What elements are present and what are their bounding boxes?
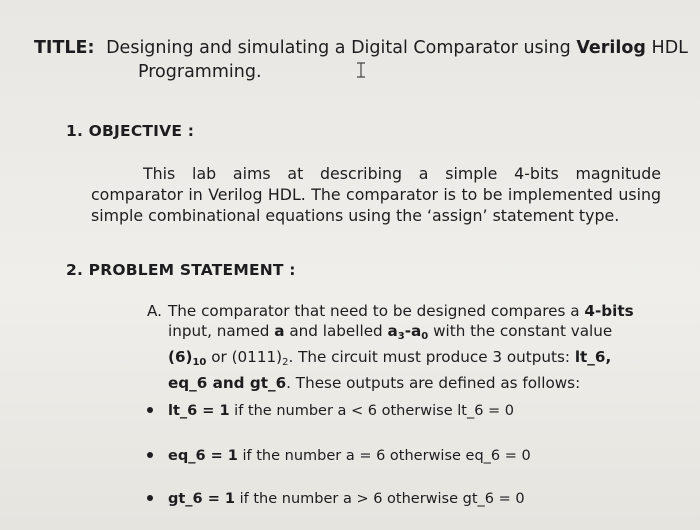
bold-run: - [404,322,412,340]
bold-run: (6) [168,348,193,366]
bullet-gt6 [147,489,525,509]
bullet-text: if the number a < 6 otherwise lt_6 = 0 [229,403,515,419]
bullet-lt6 [147,401,514,421]
list-marker-a: A. [147,302,162,320]
text-run: The comparator that need to be designed compares a [168,302,585,320]
subscript: 3 [397,331,405,342]
subscript: 2 [282,357,289,368]
bold-run: a [387,322,398,340]
bullet-dot [147,495,153,501]
subscript: 10 [192,357,207,368]
title-text-suffix: HDL [651,38,688,58]
bold-run: a [411,322,422,340]
list-item-a [147,301,647,393]
document-title [34,36,688,60]
bullet-bold: gt_6 = 1 [168,491,235,507]
bullet-dot [147,452,153,458]
bold-run: a [274,322,285,340]
bullet-bold: eq_6 = 1 [168,448,238,464]
bullet-eq6 [147,446,531,466]
text-run: input, named [168,322,275,340]
objective-paragraph [91,163,661,226]
bullet-text: if the number a > 6 otherwise gt_6 = 0 [235,491,525,507]
objective-text: This lab aims at describing a simple 4-bits magnitude comparator in Verilog HDL. The comparator is to be implemented using simple combinational equations using the ‘assign’ statement type. [91,164,661,225]
document-title-line2: Programming. [138,62,262,82]
text-run: . The circuit must produce 3 outputs: [288,348,575,366]
objective-heading: 1. OBJECTIVE : [66,122,195,140]
title-text-verilog: Verilog [576,38,646,58]
subscript: 0 [421,331,429,342]
list-item-a-text [168,301,647,393]
text-run: and labelled [284,322,388,340]
bold-run: 4-bits [584,302,634,320]
bullet-bold: lt_6 = 1 [168,403,230,419]
problem-statement-heading: 2. PROBLEM STATEMENT : [66,261,296,279]
title-text-prefix: Designing and simulating a Digital Comparator using [106,38,571,58]
bullet-text: if the number a = 6 otherwise eq_6 = 0 [237,448,531,464]
text-run: . These outputs are defined as follows: [286,374,581,392]
bullet-dot [147,407,153,413]
text-run: or (0111) [206,348,283,366]
text-cursor-icon [356,62,366,78]
title-label: TITLE: [34,38,95,58]
bold-run: lt_6, eq_6 and gt_6 [168,348,612,392]
text-run: with the constant value [428,322,613,340]
